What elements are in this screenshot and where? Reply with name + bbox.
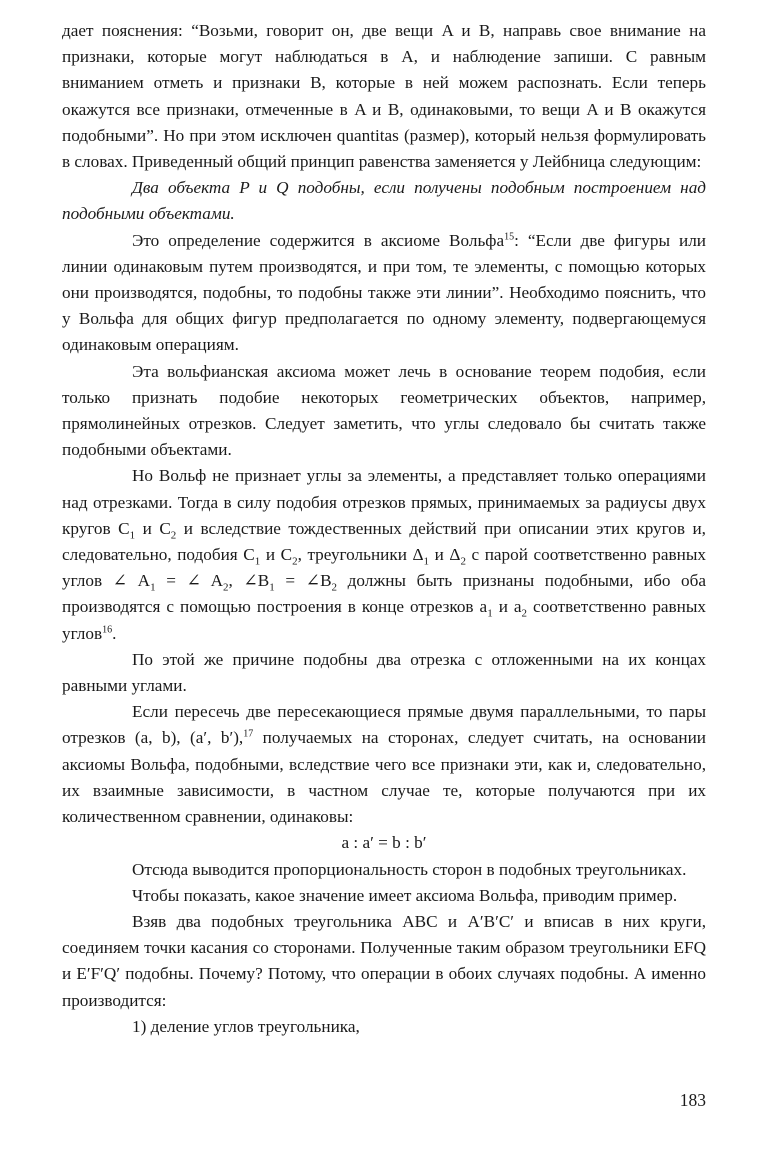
formula-proportion: a : a′ = b : b′	[341, 833, 427, 853]
paragraph-similarity-basis: Эта вольфианская аксиома может лечь в основание теорем подобия, если только признать подобие некоторых геометрических объектов, например, прямолинейных отрезков. Следует заметить, что углы следовало бы считать также подобными объектами.	[62, 361, 706, 460]
paragraph-intro: дает пояснения: “Возьми, говорит он, две вещи A и B, направь свое внимание на признаки, которые могут наблюдаться в A, и наблюдение запиши. С равным вниманием отметь и признаки B, которые в ней можем распознать. Если теперь окажутся все признаки, отмеченные в A и B, одинаковыми, то вещи A и B окажутся подобными”. Но при этом исключен quantitas (размер), который нельзя формулировать в словах. Приведенный общий принцип равенства заменяется у Лейбница следующим:	[62, 21, 706, 172]
paragraph-example-intro: Чтобы показать, какое значение имеет аксиома Вольфа, приводим пример.	[132, 885, 678, 905]
paragraph-principle: Два объекта P и Q подобны, если получены подобным построением над подобными объектами.	[62, 178, 706, 224]
paragraph-wolff-axiom: Это определение содержится в аксиоме Вольфа$^{15}$: “Если две фигуры или линии одинаковым путем производятся, и при том, те элементы, с помощью которых они производятся, подобны, то подобны также эти линии”. Необходимо пояснить, что у Вольфа для общих фигур предполагается по одному элементу, подвергающемуся одинаковым операциям.	[62, 230, 706, 355]
paragraph-angles: Но Вольф не признает углы за элементы, а представляет только операциями над отрезками. Тогда в силу подобия отрезков прямых, принимаемых за радиусы двух кругов $C_1$ и $C_2$ и вследствие тождественных действий при описании этих кругов и, следовательно, подобия $C_1$ и $C_2$, треугольники $\Delta_1$ и $\Delta_2$ с парой соответственно равных углов ∠ $A_1$ = ∠ $A_2$, $\angle B_1$ = $\angle B_2$ должны быть признаны подобными, ибо оба производятся с помощью построения в конце отрезков $a_1$ и $a_2$ соответственно равных углов$^{16}$.	[62, 466, 707, 643]
paragraph-proportionality: Отсюда выводится пропорциональность сторон в подобных треугольниках.	[132, 859, 687, 879]
list-item-1: 1) деление углов треугольника,	[132, 1016, 360, 1036]
paragraph-segments: По этой же причине подобны два отрезка с отложенными на их концах равными углами.	[62, 649, 706, 696]
body-text	[62, 18, 706, 1040]
paragraph-parallels: Если пересечь две пересекающиеся прямые двумя параллельными, то пары отрезков (a, b), (a′, b′),$^{17}$ получаемых на сторонах, следует считать, на основании аксиомы Вольфа, подобными, вследствие чего все признаки эти, как и, следовательно, их взаимные зависимости, в частном случае те, которые получаются при их количественном сравнении, одинаковы:	[62, 702, 706, 827]
paragraph-example: Взяв два подобных треугольника ABC и A′B′C′ и вписав в них круги, соединяем точки касания со сторонами. Полученные таким образом треугольники EFQ и E′F′Q′ подобны. Почему? Потому, что операции в обоих случаях подобны. А именно производится:	[62, 911, 706, 1010]
page-number: 183	[679, 1090, 706, 1110]
